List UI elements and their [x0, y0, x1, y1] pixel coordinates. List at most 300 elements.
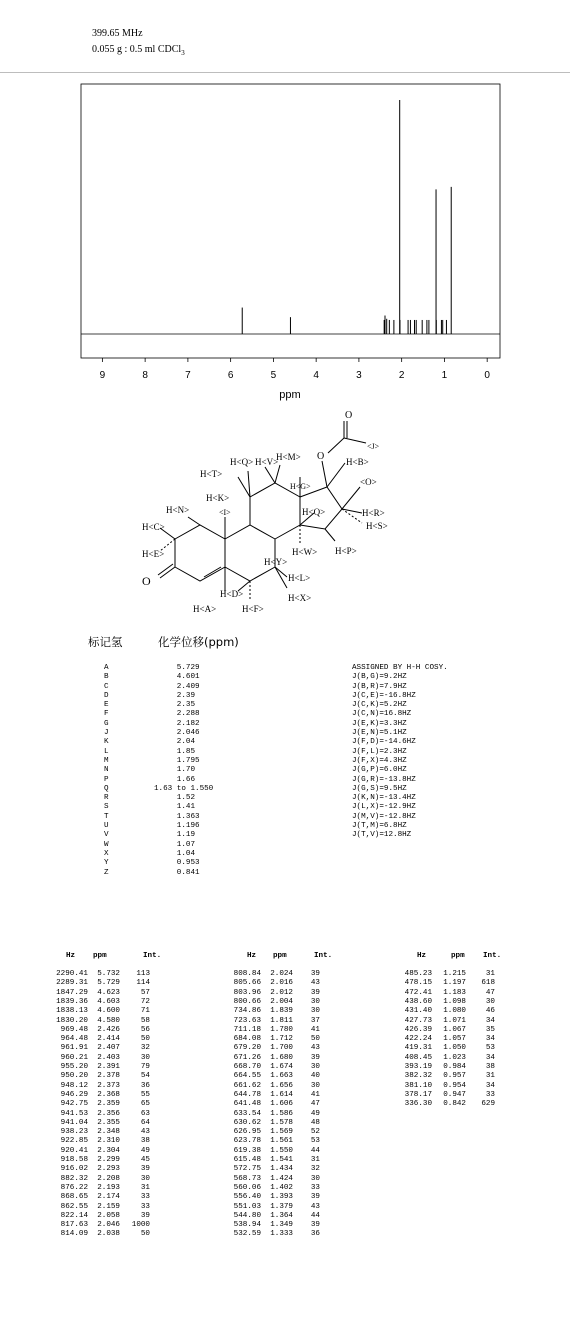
peak-intensity: 45 — [140, 1156, 150, 1164]
x-tick-label: 3 — [356, 370, 362, 381]
peak-intensity: 32 — [140, 1044, 150, 1053]
peak-intensity: 36 — [140, 1081, 150, 1090]
peak-intensity: 113 — [136, 970, 150, 978]
peak-hz: 1838.13 — [56, 1007, 88, 1016]
peak-table-header: Int. — [143, 952, 162, 960]
peak-ppm: 4.603 — [97, 997, 120, 1006]
x-tick-label: 0 — [484, 370, 490, 381]
peak-table-row — [0, 1221, 570, 1230]
peak-hz: 876.22 — [60, 1183, 88, 1192]
peak-ppm: 2.299 — [97, 1156, 120, 1164]
peak-hz: 916.02 — [60, 1165, 88, 1174]
structure-label-hf: H<F> — [242, 604, 264, 614]
peak-intensity: 41 — [310, 1025, 320, 1034]
peak-intensity: 71 — [140, 1007, 150, 1016]
peak-table-row — [0, 1007, 570, 1016]
structure-label-o-ester: O — [317, 451, 325, 462]
peak-table-header: Hz — [247, 952, 257, 960]
peak-intensity: 34 — [485, 1053, 495, 1062]
peak-ppm: 5.729 — [97, 979, 120, 988]
peak-table-header: Hz — [66, 952, 76, 960]
peak-ppm: 1.561 — [270, 1137, 293, 1146]
peak-ppm: 1.071 — [443, 1016, 466, 1025]
peak-ppm: 1.839 — [270, 1007, 293, 1016]
peak-ppm: 1.663 — [270, 1072, 293, 1081]
peak-intensity: 39 — [310, 970, 320, 978]
peak-hz: 684.08 — [233, 1035, 261, 1044]
peak-hz: 641.48 — [233, 1100, 261, 1109]
peak-intensity: 37 — [310, 1016, 320, 1025]
peak-ppm: 2.046 — [97, 1221, 120, 1230]
peak-ppm: 1.712 — [270, 1035, 293, 1044]
peak-hz: 644.78 — [233, 1090, 261, 1099]
peak-intensity: 49 — [140, 1146, 150, 1155]
peak-ppm: 0.954 — [443, 1081, 466, 1090]
peak-hz: 485.23 — [404, 970, 432, 978]
peak-ppm: 4.580 — [97, 1016, 120, 1025]
peak-hz: 560.06 — [233, 1183, 261, 1192]
peak-hz: 336.30 — [404, 1100, 432, 1109]
structure-label-hw: H<W> — [292, 547, 318, 557]
peak-intensity: 30 — [140, 1053, 150, 1062]
peak-intensity: 30 — [310, 997, 320, 1006]
peak-ppm: 2.012 — [270, 988, 293, 997]
peak-intensity: 618 — [481, 979, 495, 988]
peak-intensity: 35 — [485, 1025, 495, 1034]
peak-hz: 2289.31 — [56, 979, 88, 988]
peak-ppm: 2.373 — [97, 1081, 120, 1090]
peak-intensity: 33 — [140, 1202, 150, 1211]
peak-hz: 942.75 — [60, 1100, 88, 1109]
structure-label-hi: <I> — [219, 508, 231, 517]
structure-label-hc: H<C> — [142, 522, 165, 532]
peak-ppm: 1.674 — [270, 1063, 293, 1071]
peak-intensity: 39 — [310, 1221, 320, 1230]
peak-intensity: 34 — [485, 1035, 495, 1044]
peak-intensity: 34 — [485, 1016, 495, 1025]
peak-intensity: 30 — [140, 1174, 150, 1183]
peak-intensity: 50 — [140, 1035, 150, 1044]
peak-intensity: 63 — [140, 1109, 150, 1118]
peak-hz: 661.62 — [233, 1081, 261, 1090]
peak-table-row — [0, 1175, 570, 1184]
peak-intensity: 39 — [310, 1193, 320, 1202]
peak-hz: 472.41 — [404, 988, 432, 997]
peak-hz: 868.65 — [60, 1193, 88, 1202]
x-tick-label: 6 — [227, 370, 234, 381]
peak-ppm: 1.586 — [270, 1109, 293, 1118]
peak-intensity: 57 — [140, 988, 150, 997]
spectrometer-frequency: 399.65 MHz — [92, 28, 143, 39]
peak-intensity: 38 — [140, 1137, 150, 1146]
peak-ppm: 1.434 — [270, 1165, 293, 1174]
peak-hz: 378.17 — [404, 1090, 432, 1099]
peak-hz: 664.55 — [233, 1072, 261, 1081]
x-tick-label: 5 — [270, 370, 277, 381]
peak-intensity: 44 — [310, 1146, 320, 1155]
structure-label-ht: H<T> — [200, 469, 223, 479]
peak-table-row — [0, 1082, 570, 1091]
peak-table-row — [0, 989, 570, 998]
peak-table-row — [0, 1193, 570, 1202]
peak-table-row — [0, 979, 570, 988]
peak-hz: 572.75 — [233, 1165, 261, 1174]
structure-label-he: H<E> — [142, 549, 165, 559]
peak-hz: 814.09 — [60, 1230, 88, 1239]
peak-hz: 1830.20 — [56, 1016, 88, 1025]
peak-intensity: 56 — [140, 1025, 150, 1034]
peak-intensity: 44 — [310, 1211, 320, 1220]
peak-table-row — [0, 1017, 570, 1026]
structure-label-o-ketone: O — [142, 574, 151, 588]
peak-table-row — [0, 970, 570, 979]
peak-hz: 961.91 — [60, 1044, 88, 1053]
peak-hz: 419.31 — [404, 1044, 432, 1053]
peak-hz: 630.62 — [233, 1118, 261, 1127]
peak-hz: 955.20 — [60, 1063, 88, 1071]
peak-ppm: 2.359 — [97, 1100, 120, 1109]
sample-concentration-subscript: 3 — [181, 49, 185, 57]
peak-intensity: 46 — [485, 1007, 495, 1016]
peak-ppm: 2.391 — [97, 1063, 120, 1071]
peak-table-row — [0, 1100, 570, 1109]
peak-table-row — [0, 1156, 570, 1165]
peak-ppm: 1.333 — [270, 1230, 293, 1239]
peak-hz: 615.48 — [233, 1156, 261, 1164]
peak-intensity: 33 — [485, 1090, 495, 1099]
peak-hz: 941.04 — [60, 1118, 88, 1127]
peak-hz: 969.48 — [60, 1025, 88, 1034]
structure-label-hl: H<L> — [288, 573, 311, 583]
peak-ppm: 1.364 — [270, 1211, 293, 1220]
peak-intensity: 34 — [485, 1081, 495, 1090]
peak-hz: 668.70 — [233, 1063, 261, 1071]
peak-table-row — [0, 1203, 570, 1212]
peak-ppm: 1.023 — [443, 1053, 466, 1062]
x-tick-label: 9 — [99, 370, 106, 381]
peak-ppm: 1.578 — [270, 1118, 293, 1127]
peak-ppm: 2.293 — [97, 1165, 120, 1174]
peak-ppm: 4.623 — [97, 988, 120, 997]
peak-hz: 393.19 — [404, 1063, 432, 1071]
peak-hz: 941.53 — [60, 1109, 88, 1118]
peak-table-header: Hz — [417, 952, 427, 960]
peak-hz: 808.84 — [233, 970, 261, 978]
peak-table-row — [0, 1137, 570, 1146]
peak-ppm: 2.368 — [97, 1090, 120, 1099]
structure-label-hq2: H<Q> — [230, 457, 254, 467]
sample-concentration-text: 0.055 g : 0.5 ml CDCl — [92, 44, 182, 55]
peak-ppm: 2.038 — [97, 1230, 120, 1239]
assignment-shifts: 5.729 4.601 2.409 2.39 2.35 2.288 2.182 2.046 2.04 1.85 1.795 1.70 1.66 1.63 to 1.550 1.52 1.41 1.363 1.196 1.19 1.07 1.04 0.953 0.841 — [154, 664, 214, 877]
peak-intensity: 31 — [310, 1156, 320, 1164]
peak-hz: 679.20 — [233, 1044, 261, 1053]
peak-table-row — [0, 1035, 570, 1044]
peak-hz: 803.96 — [233, 988, 261, 997]
peak-hz: 938.23 — [60, 1128, 88, 1137]
peak-hz: 408.45 — [404, 1053, 432, 1062]
peak-ppm: 2.016 — [270, 979, 293, 988]
peak-ppm: 1.379 — [270, 1202, 293, 1211]
structure-label-hd: H<D> — [220, 589, 244, 599]
peak-ppm: 1.215 — [443, 970, 466, 978]
peak-intensity: 32 — [310, 1165, 320, 1174]
peak-ppm: 1.811 — [270, 1016, 293, 1025]
peak-hz: 817.63 — [60, 1221, 88, 1230]
peak-intensity: 30 — [310, 1063, 320, 1071]
peak-table-row — [0, 1110, 570, 1119]
peak-table-row — [0, 1147, 570, 1156]
peak-ppm: 2.174 — [97, 1193, 120, 1202]
peak-ppm: 1.780 — [270, 1025, 293, 1034]
coupling-constants: ASSIGNED BY H-H COSY. J(B,G)=9.2HZ J(B,R)=7.9HZ J(C,E)=-16.8HZ J(C,K)=5.2HZ J(C,N)=16.8HZ J(E,K)=3.3HZ J(E,N)=5.1HZ J(F,D)=-14.6HZ J(F,L)=2.3HZ J(F,X)=4.3HZ J(G,P)=6.0HZ J(G,R)=-13.8HZ J(G,S)=9.5HZ J(K,N)=-13.4HZ J(L,X)=-12.9HZ J(M,V)=-12.8HZ J(T,M)=6.8HZ J(T,V)=12.8HZ — [352, 664, 448, 840]
peak-intensity: 629 — [481, 1100, 495, 1109]
peak-hz: 960.21 — [60, 1053, 88, 1062]
x-tick-label: 4 — [313, 370, 319, 381]
structure-label-hq: H<Q> — [302, 507, 326, 517]
peak-hz: 619.38 — [233, 1146, 261, 1155]
x-tick-label: 2 — [398, 370, 405, 381]
peak-table-row — [0, 1212, 570, 1221]
peak-intensity: 47 — [310, 1100, 320, 1109]
peak-ppm: 1.098 — [443, 997, 466, 1006]
peak-hz: 800.66 — [233, 997, 261, 1006]
peak-table-row — [0, 1026, 570, 1035]
structure-label-hm: H<M> — [276, 452, 301, 462]
structure-label-hn: H<N> — [166, 505, 190, 515]
peak-ppm: 1.057 — [443, 1035, 466, 1044]
peak-ppm: 1.424 — [270, 1174, 293, 1183]
peak-intensity: 39 — [310, 988, 320, 997]
structure-label-hg: H<G> — [290, 482, 311, 491]
structure-label-hb: H<B> — [346, 457, 369, 467]
peak-hz: 805.66 — [233, 979, 261, 988]
peak-hz: 426.39 — [404, 1025, 432, 1034]
peak-intensity: 43 — [310, 1044, 320, 1053]
peak-intensity: 53 — [485, 1044, 495, 1053]
peak-hz: 822.14 — [60, 1211, 88, 1220]
x-tick-label: 1 — [441, 370, 448, 381]
peak-hz: 382.32 — [404, 1072, 432, 1081]
peak-hz: 2290.41 — [56, 970, 88, 978]
peak-table-row — [0, 1054, 570, 1063]
peak-ppm: 2.058 — [97, 1211, 120, 1220]
peak-table-header: Int. — [483, 952, 502, 960]
peak-intensity: 55 — [140, 1090, 150, 1099]
x-tick-label: 7 — [185, 370, 191, 381]
peak-ppm: 2.193 — [97, 1183, 120, 1192]
peak-ppm: 1.569 — [270, 1128, 293, 1137]
peak-intensity: 114 — [136, 979, 150, 988]
peak-hz: 431.40 — [404, 1007, 432, 1016]
peak-ppm: 5.732 — [97, 970, 120, 978]
peak-intensity: 50 — [140, 1230, 150, 1239]
peak-hz: 633.54 — [233, 1109, 261, 1118]
peak-table-row — [0, 1230, 570, 1239]
peak-hz: 946.29 — [60, 1090, 88, 1099]
peak-hz: 922.85 — [60, 1137, 88, 1146]
peak-intensity: 36 — [310, 1230, 320, 1239]
peak-ppm: 0.957 — [443, 1072, 466, 1081]
structure-label-ho: <O> — [360, 477, 377, 487]
peak-hz: 538.94 — [233, 1221, 261, 1230]
peak-ppm: 2.310 — [97, 1137, 120, 1146]
structure-label-hv: H<V> — [255, 457, 279, 467]
peak-ppm: 1.680 — [270, 1053, 293, 1062]
peak-ppm: 2.378 — [97, 1072, 120, 1081]
peak-table-header: ppm — [93, 952, 107, 960]
peak-hz: 918.58 — [60, 1156, 88, 1164]
peak-intensity: 31 — [485, 970, 495, 978]
peak-intensity: 72 — [140, 997, 150, 1006]
structure-label-j: <J> — [367, 442, 380, 451]
peak-ppm: 1.197 — [443, 979, 466, 988]
peak-hz: 626.95 — [233, 1128, 261, 1137]
peak-ppm: 1.349 — [270, 1221, 293, 1230]
peak-table-row — [0, 1128, 570, 1137]
peak-ppm: 1.183 — [443, 988, 466, 997]
peak-intensity: 38 — [485, 1063, 495, 1071]
peak-intensity: 31 — [140, 1183, 150, 1192]
peak-intensity: 43 — [310, 979, 320, 988]
structure-label-hs: H<S> — [366, 521, 388, 531]
peak-intensity: 40 — [310, 1072, 320, 1081]
peak-intensity: 41 — [310, 1090, 320, 1099]
shift-header: 化学位移(ppm) — [158, 635, 239, 649]
peak-intensity: 50 — [310, 1035, 320, 1044]
peak-hz: 711.18 — [233, 1025, 261, 1034]
peak-intensity: 48 — [310, 1118, 320, 1127]
peak-intensity: 58 — [140, 1016, 150, 1025]
peak-intensity: 39 — [140, 1165, 150, 1174]
peak-intensity: 65 — [140, 1100, 150, 1109]
peak-table-row — [0, 1044, 570, 1053]
peak-hz: 544.80 — [233, 1211, 261, 1220]
structure-label-hx: H<X> — [288, 593, 312, 603]
peak-hz: 532.59 — [233, 1230, 261, 1239]
peak-ppm: 0.842 — [443, 1100, 466, 1109]
peak-intensity: 30 — [310, 1081, 320, 1090]
peak-ppm: 2.355 — [97, 1118, 120, 1127]
peak-ppm: 1.700 — [270, 1044, 293, 1053]
peak-intensity: 39 — [310, 1053, 320, 1062]
peak-ppm: 2.407 — [97, 1044, 120, 1053]
peak-ppm: 1.614 — [270, 1090, 293, 1099]
peak-intensity: 43 — [310, 1202, 320, 1211]
peak-hz: 1847.29 — [56, 988, 88, 997]
peak-hz: 950.20 — [60, 1072, 88, 1081]
peak-ppm: 1.080 — [443, 1007, 466, 1016]
peak-ppm: 1.050 — [443, 1044, 466, 1053]
peak-intensity: 39 — [140, 1211, 150, 1220]
peak-ppm: 2.403 — [97, 1053, 120, 1062]
peak-ppm: 1.402 — [270, 1183, 293, 1192]
peak-ppm: 1.606 — [270, 1100, 293, 1109]
peak-hz: 568.73 — [233, 1174, 261, 1183]
structure-label-hk: H<K> — [206, 493, 230, 503]
peak-ppm: 2.414 — [97, 1035, 120, 1044]
peak-ppm: 0.947 — [443, 1090, 466, 1099]
peak-hz: 734.86 — [233, 1007, 261, 1016]
peak-intensity: 31 — [485, 1072, 495, 1081]
label-header: 标记氢 — [88, 635, 123, 649]
peak-ppm: 4.600 — [97, 1007, 120, 1016]
peak-table-row — [0, 1119, 570, 1128]
peak-hz: 438.60 — [404, 997, 432, 1006]
spectrum-xlabel: ppm — [279, 389, 301, 401]
peak-table-row — [0, 1063, 570, 1072]
peak-ppm: 1.067 — [443, 1025, 466, 1034]
structure-label-hp: H<P> — [335, 546, 357, 556]
peak-table-header: ppm — [451, 952, 465, 960]
peak-table-header: Int. — [314, 952, 333, 960]
peak-intensity: 53 — [310, 1137, 320, 1146]
peak-ppm: 2.159 — [97, 1202, 120, 1211]
peak-ppm: 1.550 — [270, 1146, 293, 1155]
peak-hz: 478.15 — [404, 979, 432, 988]
peak-intensity: 47 — [485, 988, 495, 997]
peak-hz: 964.48 — [60, 1035, 88, 1044]
peak-intensity: 79 — [140, 1063, 150, 1071]
peak-hz: 948.12 — [60, 1081, 88, 1090]
peak-intensity: 64 — [140, 1118, 150, 1127]
peak-intensity: 1000 — [131, 1221, 150, 1230]
peak-ppm: 2.356 — [97, 1109, 120, 1118]
peak-table-header: ppm — [273, 952, 287, 960]
peak-hz: 882.32 — [60, 1174, 88, 1183]
x-tick-label: 8 — [142, 370, 148, 381]
peak-intensity: 30 — [485, 997, 495, 1006]
peak-hz: 723.63 — [233, 1016, 261, 1025]
peak-intensity: 49 — [310, 1109, 320, 1118]
peak-table-row — [0, 998, 570, 1007]
peak-hz: 623.78 — [233, 1137, 261, 1146]
structure-label-o-carbonyl: O — [345, 410, 353, 421]
structure-label-hr: H<R> — [362, 508, 385, 518]
peak-hz: 422.24 — [404, 1035, 432, 1044]
peak-ppm: 1.541 — [270, 1156, 293, 1164]
peak-intensity: 30 — [310, 1007, 320, 1016]
peak-ppm: 2.208 — [97, 1174, 120, 1183]
peak-hz: 556.40 — [233, 1193, 261, 1202]
peak-ppm: 0.984 — [443, 1063, 466, 1071]
peak-hz: 381.10 — [404, 1081, 432, 1090]
peak-hz: 1839.36 — [56, 997, 88, 1006]
peak-table-row — [0, 1184, 570, 1193]
peak-intensity: 52 — [310, 1128, 320, 1137]
peak-table-row — [0, 1165, 570, 1174]
peak-hz: 551.03 — [233, 1202, 261, 1211]
peak-ppm: 2.304 — [97, 1146, 120, 1155]
peak-hz: 920.41 — [60, 1146, 88, 1155]
peak-ppm: 2.024 — [270, 970, 293, 978]
peak-intensity: 54 — [140, 1072, 150, 1081]
peak-hz: 427.73 — [404, 1016, 432, 1025]
peak-intensity: 43 — [140, 1128, 150, 1137]
peak-table-row — [0, 1091, 570, 1100]
peak-intensity: 33 — [310, 1183, 320, 1192]
peak-hz: 671.26 — [233, 1053, 261, 1062]
assignment-labels: A B C D E F G J K L M N P Q R S T U V W X Y Z — [104, 664, 109, 877]
peak-table-row — [0, 1072, 570, 1081]
peak-ppm: 2.348 — [97, 1128, 120, 1137]
structure-label-ha: H<A> — [193, 604, 217, 614]
peak-intensity: 33 — [140, 1193, 150, 1202]
peak-ppm: 2.004 — [270, 997, 293, 1006]
structure-label-hy: H<Y> — [264, 557, 288, 567]
peak-intensity: 30 — [310, 1174, 320, 1183]
peak-ppm: 1.393 — [270, 1193, 293, 1202]
